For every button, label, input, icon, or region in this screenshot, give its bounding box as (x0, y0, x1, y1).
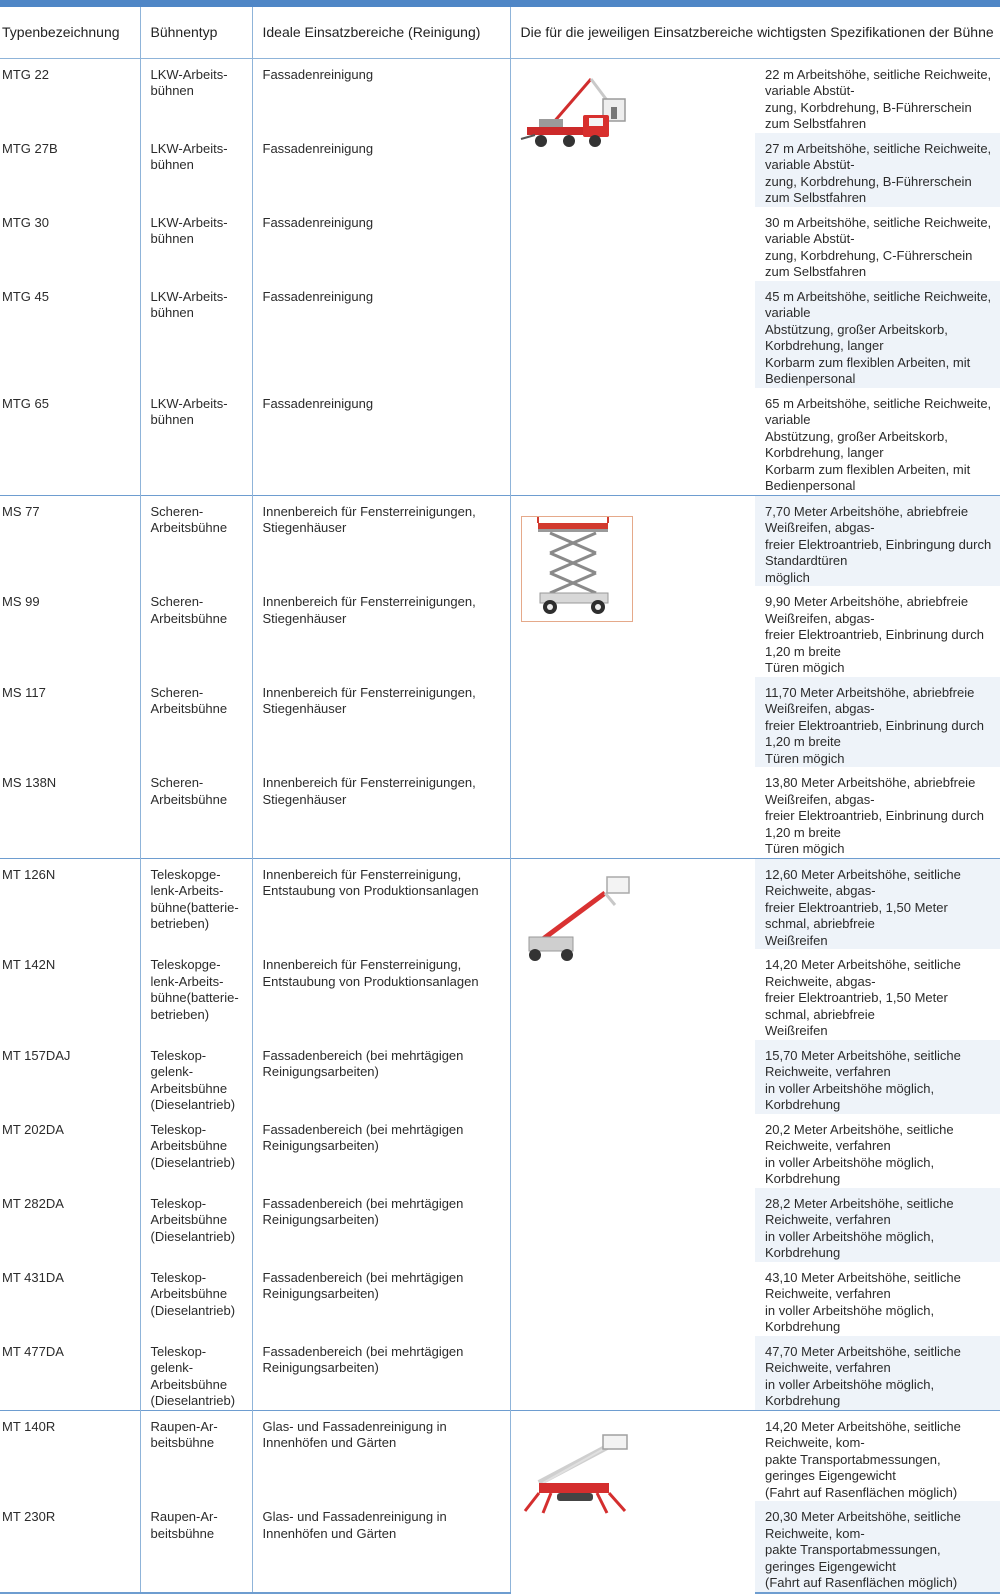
table-row (0, 207, 1000, 281)
cell-type: LKW-Arbeits- bühnen (140, 388, 252, 496)
cell-model: MTG 65 (0, 388, 140, 496)
cell-type: LKW-Arbeits- bühnen (140, 207, 252, 281)
cell-type: Raupen-Ar- beitsbühne (140, 1410, 252, 1501)
cell-model: MS 117 (0, 677, 140, 768)
table-body (0, 58, 1000, 1593)
cell-area: Fassadenreinigung (252, 133, 510, 207)
crawler-platform-icon (521, 1417, 635, 1521)
table-row (0, 858, 1000, 949)
cell-area: Innenbereich für Fensterreinigung, Entstaubung von Produktionsanlagen (252, 858, 510, 949)
table-row (0, 1188, 1000, 1262)
cell-spec: 20,30 Meter Arbeitshöhe, seitliche Reichweite, kom- pakte Transportabmessungen, geringes Eigengewicht (Fahrt auf Rasenflächen möglich) (755, 1501, 1000, 1593)
table-row (0, 1040, 1000, 1114)
cell-model: MT 157DAJ (0, 1040, 140, 1114)
header-spec: Die für die jeweiligen Einsatzbereiche wichtigsten Spezifikationen der Bühne (510, 7, 1000, 58)
header-model: Typenbezeichnung (0, 7, 140, 58)
cell-area: Fassadenbereich (bei mehrtägigen Reinigungsarbeiten) (252, 1336, 510, 1411)
table-row (0, 1501, 1000, 1593)
machine-image-cell (510, 58, 755, 495)
cell-spec: 30 m Arbeitshöhe, seitliche Reichweite, variable Abstüt- zung, Korbdrehung, C-Führerschein zum Selbstfahren (765, 214, 992, 279)
cell-type: Scheren- Arbeitsbühne (140, 767, 252, 858)
cell-area: Innenbereich für Fensterreinigung, Entstaubung von Produktionsanlagen (252, 949, 510, 1040)
header-type: Bühnentyp (140, 7, 252, 58)
cell-spec: 14,20 Meter Arbeitshöhe, seitliche Reichweite, kom- pakte Transportabmessungen, geringes Eigengewicht (Fahrt auf Rasenflächen möglich) (755, 1410, 1000, 1501)
table-row (0, 1114, 1000, 1188)
table-row (0, 1336, 1000, 1411)
cell-model: MTG 22 (0, 58, 140, 133)
cell-area: Fassadenbereich (bei mehrtägigen Reinigungsarbeiten) (252, 1114, 510, 1188)
cell-model: MT 202DA (0, 1114, 140, 1188)
table-row (0, 949, 1000, 1040)
cell-spec: 65 m Arbeitshöhe, seitliche Reichweite, variable Abstützung, großer Arbeitskorb, Korbdrehung, langer Korbarm zum flexiblen Arbeiten, mit Bedienpersonal (765, 395, 992, 493)
table-row (0, 133, 1000, 207)
cell-model: MTG 30 (0, 207, 140, 281)
cell-model: MT 140R (0, 1410, 140, 1501)
table-row (0, 586, 1000, 677)
cell-type: Scheren- Arbeitsbühne (140, 586, 252, 677)
cell-spec: 11,70 Meter Arbeitshöhe, abriebfreie Weißreifen, abgas- freier Elektroantrieb, Einbrinung durch 1,20 m breite Türen mögich (755, 677, 1000, 768)
cell-model: MS 99 (0, 586, 140, 677)
cell-type: Teleskopge- lenk-Arbeits- bühne(batterie- betrieben) (140, 949, 252, 1040)
cell-spec: 27 m Arbeitshöhe, seitliche Reichweite, variable Abstüt- zung, Korbdrehung, B-Führerschein zum Selbstfahren (755, 133, 1000, 207)
header-row (0, 7, 1000, 58)
machine-image-cell (510, 1410, 755, 1593)
cell-spec: 47,70 Meter Arbeitshöhe, seitliche Reichweite, verfahren in voller Arbeitshöhe möglich, Korbdrehung (755, 1336, 1000, 1411)
cell-area: Innenbereich für Fensterreinigungen, Stiegenhäuser (252, 767, 510, 858)
header-area: Ideale Einsatzbereiche (Reinigung) (252, 7, 510, 58)
cell-area: Glas- und Fassadenreinigung in Innenhöfen und Gärten (252, 1501, 510, 1593)
table-row (0, 495, 1000, 586)
cell-type: Teleskop- Arbeitsbühne (Dieselantrieb) (140, 1262, 252, 1336)
cell-type: Teleskop- gelenk- Arbeitsbühne (Dieselantrieb) (140, 1040, 252, 1114)
table-row (0, 677, 1000, 768)
cell-model: MT 477DA (0, 1336, 140, 1411)
scissor-platform-frame (521, 516, 633, 622)
cell-spec: 14,20 Meter Arbeitshöhe, seitliche Reichweite, abgas- freier Elektroantrieb, 1,50 Meter schmal, abriebfreie Weißreifen (765, 957, 961, 1038)
cell-spec: 45 m Arbeitshöhe, seitliche Reichweite, variable Abstützung, großer Arbeitskorb, Korbdrehung, langer Korbarm zum flexiblen Arbeiten, mit Bedienpersonal (755, 281, 1000, 388)
cell-type: Teleskop- gelenk- Arbeitsbühne (Dieselantrieb) (140, 1336, 252, 1411)
cell-spec: 15,70 Meter Arbeitshöhe, seitliche Reichweite, verfahren in voller Arbeitshöhe möglich, Korbdrehung (755, 1040, 1000, 1114)
cell-model: MS 77 (0, 495, 140, 586)
cell-spec: 43,10 Meter Arbeitshöhe, seitliche Reichweite, verfahren in voller Arbeitshöhe möglich, Korbdrehung (765, 1269, 961, 1334)
table-row (0, 281, 1000, 388)
cell-model: MTG 45 (0, 281, 140, 388)
table-row (0, 1262, 1000, 1336)
cell-spec: 22 m Arbeitshöhe, seitliche Reichweite, variable Abstüt- zung, Korbdrehung, B-Führerschein zum Selbstfahren (765, 66, 992, 131)
scissor-platform-icon (522, 517, 632, 621)
cell-model: MS 138N (0, 767, 140, 858)
cell-area: Fassadenbereich (bei mehrtägigen Reinigungsarbeiten) (252, 1262, 510, 1336)
cell-spec: 9,90 Meter Arbeitshöhe, abriebfreie Weißreifen, abgas- freier Elektroantrieb, Einbrinung durch 1,20 m breite Türen mögich (765, 594, 984, 675)
top-accent-bar (0, 0, 1000, 7)
cell-type: LKW-Arbeits- bühnen (140, 133, 252, 207)
table-row (0, 388, 1000, 496)
machine-image-cell (510, 858, 755, 1410)
cell-area: Glas- und Fassadenreinigung in Innenhöfen und Gärten (252, 1410, 510, 1501)
cell-model: MT 142N (0, 949, 140, 1040)
cell-type: LKW-Arbeits- bühnen (140, 58, 252, 133)
cell-model: MT 126N (0, 858, 140, 949)
cell-type: Teleskop- Arbeitsbühne (Dieselantrieb) (140, 1188, 252, 1262)
cell-model: MT 431DA (0, 1262, 140, 1336)
cell-model: MT 230R (0, 1501, 140, 1593)
cell-area: Fassadenbereich (bei mehrtägigen Reinigungsarbeiten) (252, 1188, 510, 1262)
cell-type: Teleskopge- lenk-Arbeits- bühne(batterie- betrieben) (140, 858, 252, 949)
cell-type: Raupen-Ar- beitsbühne (140, 1501, 252, 1593)
cell-spec: 20,2 Meter Arbeitshöhe, seitliche Reichweite, verfahren in voller Arbeitshöhe möglich, Korbdrehung (765, 1121, 954, 1186)
cell-type: Teleskop- Arbeitsbühne (Dieselantrieb) (140, 1114, 252, 1188)
table-row (0, 1410, 1000, 1501)
cell-area: Innenbereich für Fensterreinigungen, Stiegenhäuser (252, 586, 510, 677)
cell-spec: 7,70 Meter Arbeitshöhe, abriebfreie Weißreifen, abgas- freier Elektroantrieb, Einbringung durch Standardtüren möglich (755, 495, 1000, 586)
cell-area: Fassadenreinigung (252, 281, 510, 388)
cell-spec: 28,2 Meter Arbeitshöhe, seitliche Reichweite, verfahren in voller Arbeitshöhe möglich, Korbdrehung (755, 1188, 1000, 1262)
cell-area: Innenbereich für Fensterreinigungen, Stiegenhäuser (252, 677, 510, 768)
truck-platform-icon (519, 73, 631, 157)
cell-type: LKW-Arbeits- bühnen (140, 281, 252, 388)
table-row (0, 58, 1000, 133)
cell-area: Fassadenreinigung (252, 388, 510, 496)
cell-type: Scheren- Arbeitsbühne (140, 495, 252, 586)
boom-platform-icon (521, 875, 633, 965)
cell-model: MT 282DA (0, 1188, 140, 1262)
cell-area: Fassadenreinigung (252, 58, 510, 133)
cell-area: Fassadenbereich (bei mehrtägigen Reinigungsarbeiten) (252, 1040, 510, 1114)
platform-spec-table (0, 7, 1000, 1594)
cell-spec: 13,80 Meter Arbeitshöhe, abriebfreie Weißreifen, abgas- freier Elektroantrieb, Einbrinung durch 1,20 m breite Türen mögich (765, 775, 984, 856)
machine-image-cell (510, 495, 755, 858)
cell-area: Innenbereich für Fensterreinigungen, Stiegenhäuser (252, 495, 510, 586)
cell-model: MTG 27B (0, 133, 140, 207)
table-row (0, 767, 1000, 858)
cell-type: Scheren- Arbeitsbühne (140, 677, 252, 768)
cell-area: Fassadenreinigung (252, 207, 510, 281)
cell-spec: 12,60 Meter Arbeitshöhe, seitliche Reichweite, abgas- freier Elektroantrieb, 1,50 Meter schmal, abriebfreie Weißreifen (755, 858, 1000, 949)
